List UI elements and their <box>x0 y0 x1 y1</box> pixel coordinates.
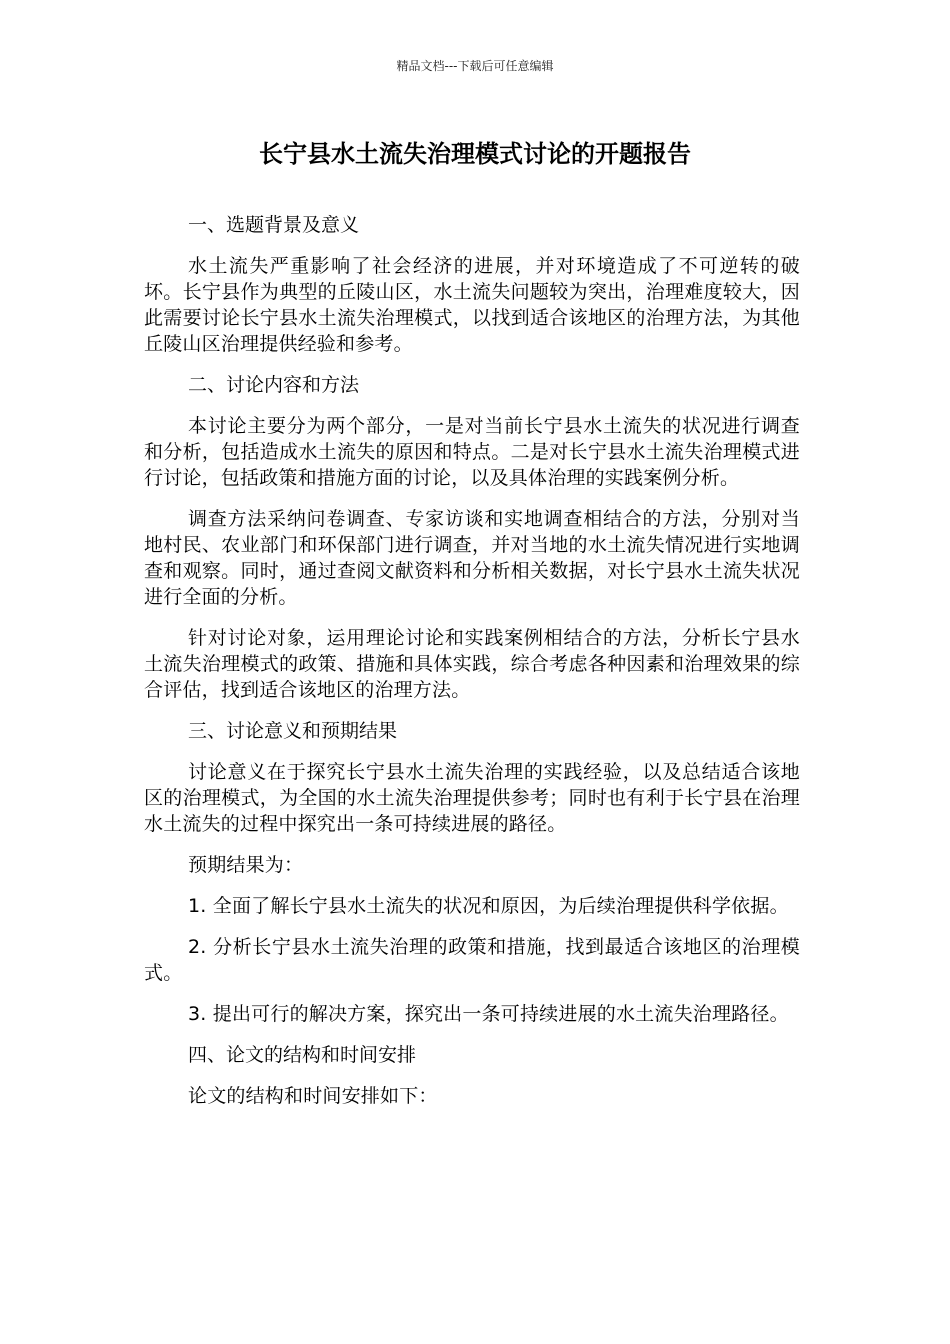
section-structure-schedule <box>144 1042 800 1109</box>
section-heading: 一、选题背景及意义 <box>188 214 360 236</box>
document-body <box>144 212 800 1124</box>
paragraph: 本讨论主要分为两个部分，一是对当前长宁县水土流失的状况进行调查和分析，包括造成水土流失的原因和特点。二是对长宁县水土流失治理模式进行讨论，包括政策和措施方面的讨论，以及具体治理的实践案例分析。 <box>144 415 800 489</box>
list-item: 1. 全面了解长宁县水土流失的状况和原因，为后续治理提供科学依据。 <box>188 895 789 917</box>
paragraph: 预期结果为： <box>188 854 304 876</box>
paragraph: 针对讨论对象，运用理论讨论和实践案例相结合的方法，分析长宁县水土流失治理模式的政策、措施和具体实践，综合考虑各种因素和治理效果的综合评估，找到适合该地区的治理方法。 <box>144 627 800 701</box>
document-title: 长宁县水土流失治理模式讨论的开题报告 <box>259 140 691 168</box>
paragraph: 论文的结构和时间安排如下： <box>188 1085 438 1107</box>
paragraph: 讨论意义在于探究长宁县水土流失治理的实践经验，以及总结适合该地区的治理模式，为全国的水土流失治理提供参考；同时也有利于长宁县在治理水土流失的过程中探究出一条可持续进展的路径。 <box>144 761 800 835</box>
paragraph: 水土流失严重影响了社会经济的进展，并对环境造成了不可逆转的破坏。长宁县作为典型的丘陵山区，水土流失问题较为突出，治理难度较大，因此需要讨论长宁县水土流失治理模式，以找到适合该地区的治理方法，为其他丘陵山区治理提供经验和参考。 <box>144 255 800 355</box>
section-significance-results <box>144 718 800 1027</box>
list-item: 3. 提出可行的解决方案，探究出一条可持续进展的水土流失治理路径。 <box>188 1003 789 1025</box>
section-heading: 二、讨论内容和方法 <box>188 374 360 396</box>
section-content-methods <box>144 372 800 703</box>
page-header-watermark: 精品文档---下载后可任意编辑 <box>396 59 554 73</box>
list-item: 2. 分析长宁县水土流失治理的政策和措施，找到最适合该地区的治理模式。 <box>144 936 800 984</box>
paragraph: 调查方法采纳问卷调查、专家访谈和实地调查相结合的方法，分别对当地村民、农业部门和环保部门进行调查，并对当地的水土流失情况进行实地调查和观察。同时，通过查阅文献资料和分析相关数据，对长宁县水土流失状况进行全面的分析。 <box>144 508 800 608</box>
section-background <box>144 212 800 357</box>
section-heading: 三、讨论意义和预期结果 <box>188 720 398 742</box>
section-heading: 四、论文的结构和时间安排 <box>188 1044 417 1066</box>
